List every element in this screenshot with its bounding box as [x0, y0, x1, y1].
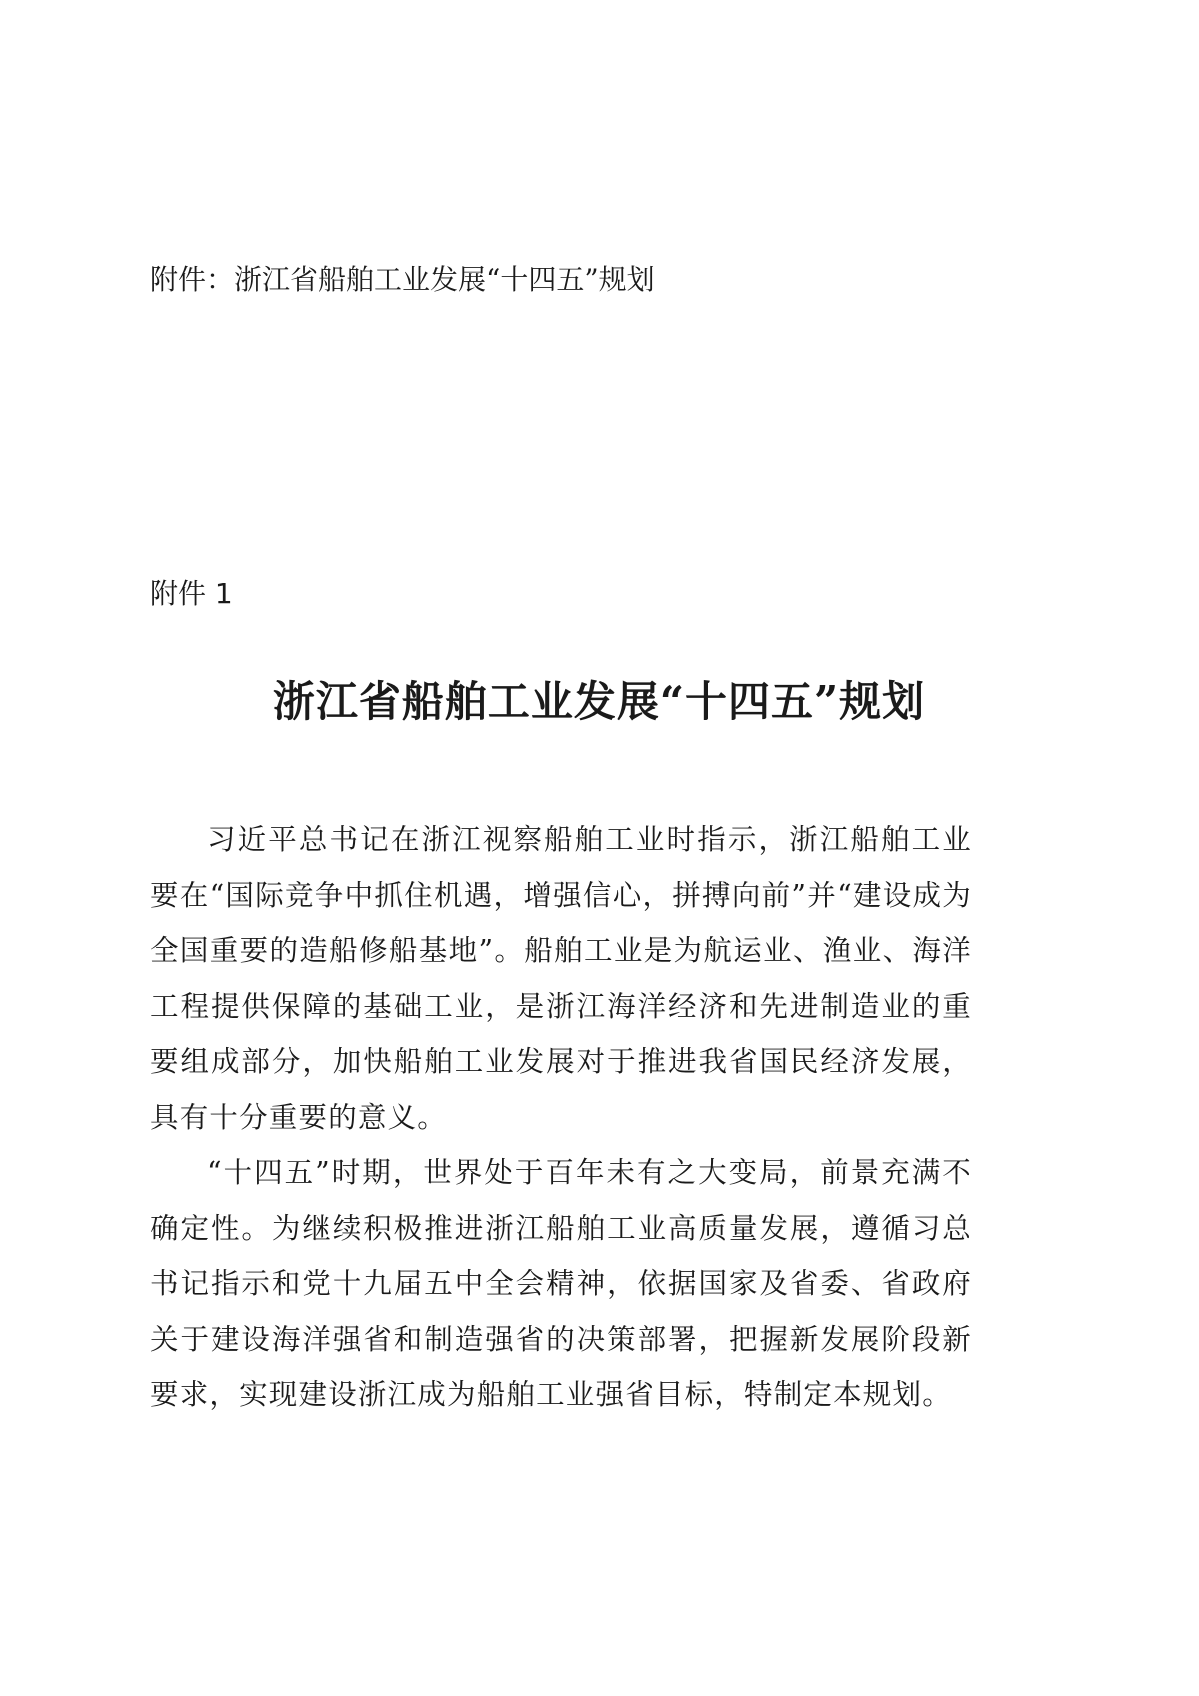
paragraph: 习近平总书记在浙江视察船舶工业时指示，浙江船舶工业要在“国际竞争中抓住机遇，增强信心，拼搏向前”并“建设成为全国重要的造船修船基地”。船舶工业是为航运业、渔业、海洋工程提供保障的基础工业，是浙江海洋经济和先进制造业的重要组成部分，加快船舶工业发展对于推进我省国民经济发展，具有十分重要的意义。: [150, 823, 972, 1134]
attachment-note: 附件：浙江省船舶工业发展“十四五”规划: [150, 263, 655, 296]
body-text: [150, 812, 972, 1423]
attachment-label: 附件 1: [150, 577, 233, 610]
document-title: 浙江省船舶工业发展“十四五”规划: [272, 677, 926, 726]
paragraph: “十四五”时期，世界处于百年未有之大变局，前景充满不确定性。为继续积极推进浙江船舶工业高质量发展，遵循习总书记指示和党十九届五中全会精神，依据国家及省委、省政府关于建设海洋强省和制造强省的决策部署，把握新发展阶段新要求，实现建设浙江成为船舶工业强省目标，特制定本规划。: [150, 1156, 972, 1411]
